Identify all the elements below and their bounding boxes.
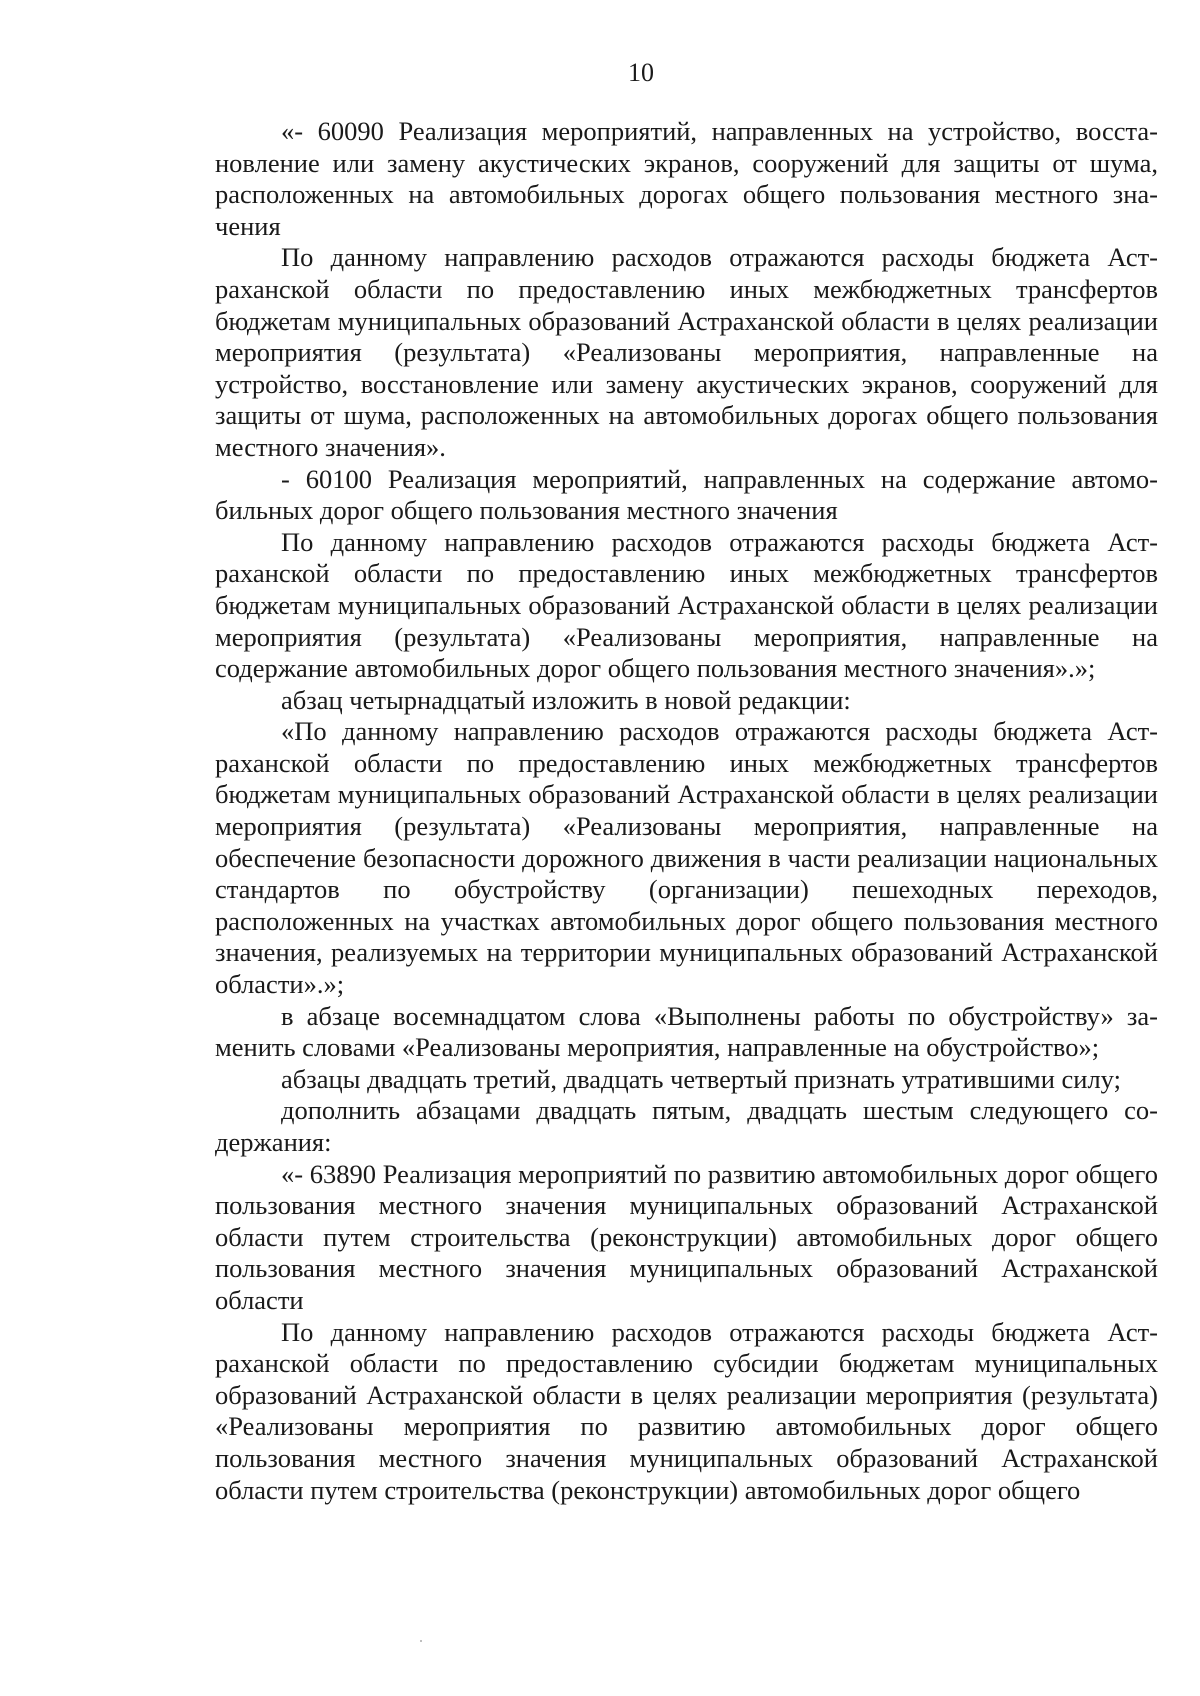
scan-speck <box>420 1640 422 1642</box>
paragraph-amendment-18: в абзаце восемнадцатом слова «Выполнены работы по обустройству» заменить словами «Реализованы мероприятия, направленные на обустройство»; <box>215 1000 1158 1063</box>
paragraph-amendment-25-26: дополнить абзацами двадцать пятым, двадцать шестым следующего содержания: <box>215 1095 1158 1157</box>
page-number: 10 <box>628 58 654 87</box>
document-body <box>215 116 1158 1506</box>
paragraph-60090-description: По данному направлению расходов отражаются расходы бюджета Астраханской области по предоставлению иных межбюджетных трансфертов бюджетам муниципальных образований Астраханской области в целях реализации мероприятия (результата) «Реализованы мероприятия, направленные на устройство, восстановление или замену акустических экранов, сооружений для защиты от шума, расположенных на автомобильных дорогах общего пользования местного значения». <box>215 242 1158 462</box>
paragraph-60090-heading: «- 60090 Реализация мероприятий, направленных на устройство, восстановление или замену акустических экранов, сооружений для защиты от шума, расположенных на автомобильных дорогах общего пользования местного значения <box>215 116 1158 241</box>
paragraph-63890-heading: «- 63890 Реализация мероприятий по развитию автомобильных дорог общего пользования местного значения муниципальных образований Астраханской области путем строительства (реконструкции) автомобильных дорог общего пользования местного значения муниципальных образований Астраханской области <box>215 1158 1158 1315</box>
paragraph-amendment-23-24: абзацы двадцать третий, двадцать четвертый признать утратившими силу; <box>281 1063 1121 1094</box>
paragraph-60100-heading: - 60100 Реализация мероприятий, направленных на содержание автомобильных дорог общего пользования местного значения <box>215 463 1158 526</box>
paragraph-amendment-14-text: «По данному направлению расходов отражаются расходы бюджета Астраханской области по предоставлению иных межбюджетных трансфертов бюджетам муниципальных образований Астраханской области в целях реализации мероприятия (результата) «Реализованы мероприятия, направленные на обеспечение безопасности дорожного движения в части реализации национальных стандартов по обустройству (организации) пешеходных переходов, расположенных на участках автомобильных дорог общего пользования местного значения, реализуемых на территории муниципальных образований Астраханской области».»; <box>215 716 1158 1000</box>
paragraph-amendment-14: абзац четырнадцатый изложить в новой редакции: <box>281 684 851 715</box>
paragraph-60100-description: По данному направлению расходов отражаются расходы бюджета Астраханской области по предоставлению иных межбюджетных трансфертов бюджетам муниципальных образований Астраханской области в целях реализации мероприятия (результата) «Реализованы мероприятия, направленные на содержание автомобильных дорог общего пользования местного значения».»; <box>215 526 1158 684</box>
paragraph-63890-description: По данному направлению расходов отражаются расходы бюджета Астраханской области по предоставлению субсидии бюджетам муниципальных образований Астраханской области в целях реализации мероприятия (результата) «Реализованы мероприятия по развитию автомобильных дорог общего пользования местного значения муниципальных образований Астраханской области путем строительства (реконструкции) автомобильных дорог общего <box>215 1316 1158 1505</box>
